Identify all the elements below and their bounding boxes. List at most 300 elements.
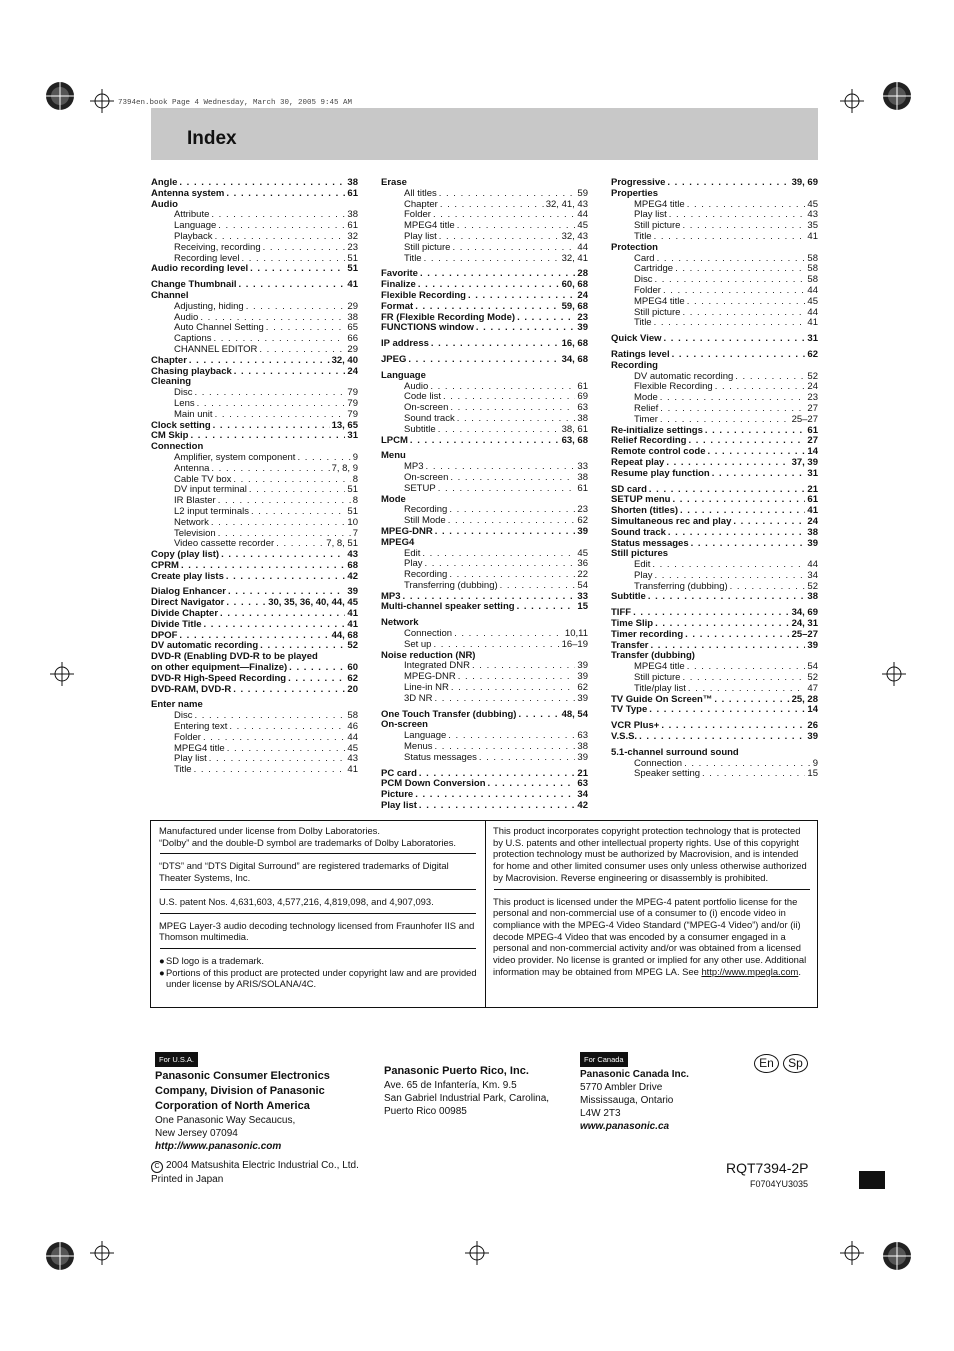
- dot-leader: [204, 620, 346, 631]
- index-page-ref: 38: [347, 177, 358, 188]
- index-entry: [381, 436, 588, 447]
- index-term: Picture: [381, 789, 414, 801]
- crosshair-mark-bottom-right: [840, 1241, 864, 1265]
- index-entry: [151, 189, 358, 200]
- registration-mark-top-right: [879, 78, 915, 114]
- index-term: Antenna system: [151, 187, 225, 199]
- canada-address-line: 5770 Ambler Drive: [580, 1082, 663, 1093]
- dot-leader: [451, 683, 576, 694]
- dot-leader: [438, 484, 576, 495]
- index-entry: [611, 469, 818, 480]
- dot-leader: [685, 630, 789, 641]
- dot-leader: [439, 232, 560, 243]
- index-term: One Touch Transfer (dubbing): [381, 708, 517, 720]
- index-page-ref: 59: [577, 187, 588, 199]
- index-page-ref: 15: [577, 601, 588, 613]
- index-term: Still Mode: [404, 515, 446, 527]
- index-page-ref: 44: [577, 241, 588, 253]
- index-page-ref: 14: [807, 704, 818, 716]
- dot-leader: [654, 318, 806, 329]
- index-term: Properties: [611, 187, 658, 199]
- index-page-ref: 43: [347, 549, 358, 561]
- index-term: Disc: [634, 274, 653, 286]
- index-term: Timer recording: [611, 628, 684, 640]
- index-page-ref: 52: [807, 580, 818, 592]
- dot-leader: [431, 339, 560, 350]
- index-term: Sound track: [611, 526, 666, 538]
- index-page-ref: 52: [807, 672, 818, 684]
- index-entry: [381, 484, 588, 495]
- index-column-3: [611, 178, 818, 780]
- dot-leader: [420, 269, 575, 280]
- index-page-ref: 24: [807, 515, 818, 527]
- dot-leader: [408, 355, 559, 366]
- index-term: Subtitle: [404, 423, 436, 435]
- copyright-block: [151, 1159, 359, 1186]
- dot-leader: [263, 243, 346, 254]
- index-page-ref: 51: [347, 263, 358, 275]
- index-page-ref: 54: [577, 579, 588, 591]
- index-term: Title: [404, 252, 422, 264]
- index-term: Card: [634, 252, 655, 264]
- index-page-ref: 27: [807, 435, 818, 447]
- index-term: MP3: [404, 461, 424, 473]
- index-page-ref: 62: [347, 672, 358, 684]
- mpegla-link[interactable]: http://www.mpegla.com: [701, 965, 799, 977]
- index-page-ref: 25–27: [791, 413, 818, 425]
- index-page-ref: 16, 68: [561, 338, 588, 350]
- index-term: DVD-R High-Speed Recording: [151, 672, 287, 684]
- index-term: On-screen: [381, 719, 428, 731]
- index-page-ref: 32, 41: [561, 252, 588, 264]
- pr-address-line: Puerto Rico 00985: [384, 1106, 467, 1117]
- index-page-ref: 39: [347, 586, 358, 598]
- index-term: IP address: [381, 338, 429, 350]
- index-entry: [381, 339, 588, 350]
- index-entry: [151, 685, 358, 696]
- dot-leader: [639, 732, 805, 743]
- index-page-ref: 41: [347, 279, 358, 291]
- index-term: Audio recording level: [151, 263, 249, 275]
- index-term: Edit: [634, 559, 651, 571]
- dot-leader: [226, 572, 346, 583]
- index-term: SD card: [611, 483, 647, 495]
- index-page-ref: 10: [347, 516, 358, 528]
- index-page-ref: 33: [577, 590, 588, 602]
- dot-leader: [708, 447, 806, 458]
- index-term: Cleaning: [151, 376, 192, 388]
- index-page-ref: 37, 39: [791, 456, 818, 468]
- index-term: JPEG: [381, 353, 407, 365]
- dot-leader: [661, 721, 805, 732]
- dot-leader: [476, 323, 576, 334]
- dot-leader: [197, 399, 346, 410]
- copyright-icon: C: [151, 1161, 163, 1173]
- usa-company-line: Corporation of North America: [155, 1100, 310, 1112]
- dot-leader: [517, 313, 575, 324]
- index-term: Still pictures: [611, 548, 669, 560]
- dot-leader: [288, 674, 345, 685]
- index-term: Shorten (titles): [611, 505, 679, 517]
- index-page-ref: 45: [347, 742, 358, 754]
- index-term: Angle: [151, 177, 178, 188]
- index-page-ref: 63, 68: [561, 434, 588, 446]
- index-page-ref: 32, 43: [561, 230, 588, 242]
- index-term: Folder: [404, 209, 431, 221]
- crosshair-mark-top: [90, 89, 114, 113]
- separator: [494, 889, 810, 890]
- index-page-ref: 58: [347, 710, 358, 722]
- index-page-ref: 43: [347, 753, 358, 765]
- index-page-ref: 51: [347, 505, 358, 517]
- dot-leader: [241, 254, 345, 265]
- usa-address-line: One Panasonic Way Secaucus,: [155, 1115, 296, 1126]
- index-term: Dialog Enhancer: [151, 586, 226, 598]
- index-page-ref: 44: [807, 284, 818, 296]
- index-term: Code list: [404, 391, 441, 403]
- index-term: Play: [634, 569, 653, 581]
- index-term: TIFF: [611, 607, 632, 619]
- index-term: Auto Channel Setting: [174, 322, 264, 334]
- index-term: Repeat play: [611, 456, 665, 468]
- index-term: Simultaneous rec and play: [611, 515, 732, 527]
- file-header: 7394en.book Page 4 Wednesday, March 30, 2005 9:45 AM: [118, 99, 353, 107]
- index-term: Still picture: [634, 672, 681, 684]
- index-page-ref: 38: [347, 209, 358, 221]
- canada-website[interactable]: www.panasonic.ca: [580, 1121, 670, 1132]
- index-entry: [381, 371, 588, 382]
- index-term: Play list: [404, 230, 437, 242]
- index-term: Title: [634, 230, 652, 242]
- index-entry: [611, 361, 818, 372]
- index-entry: [611, 769, 818, 780]
- index-page-ref: 31: [807, 467, 818, 479]
- index-term: Speaker setting: [634, 768, 701, 780]
- index-term: CHANNEL EDITOR: [174, 343, 258, 355]
- index-term: MPEG4: [381, 536, 415, 548]
- index-term: DVD-R (Enabling DVD-R to be played: [151, 651, 318, 663]
- index-term: Network: [174, 516, 209, 528]
- dot-leader: [189, 356, 330, 367]
- dot-leader: [669, 210, 806, 221]
- index-page-ref: 31: [807, 333, 818, 345]
- index-term: Television: [174, 527, 216, 539]
- index-entry: [611, 528, 818, 539]
- index-page-ref: 36: [577, 558, 588, 570]
- dot-leader: [233, 685, 345, 696]
- index-entry: [611, 243, 818, 254]
- index-page-ref: 38, 61: [561, 423, 588, 435]
- index-page-ref: 41: [347, 618, 358, 630]
- registration-mark-bottom-right: [879, 1238, 915, 1274]
- dot-leader: [517, 602, 576, 613]
- index-term: Set up: [404, 638, 432, 650]
- index-entry: [611, 318, 818, 329]
- index-page-ref: 8: [352, 495, 358, 507]
- index-term: Erase: [381, 177, 407, 188]
- index-page-ref: 7, 8, 51: [326, 538, 358, 550]
- index-term: Direct Navigator: [151, 597, 225, 609]
- index-term: Time Slip: [611, 618, 654, 630]
- bullet-list: [155, 955, 481, 995]
- canada-address-line: Mississauga, Ontario: [580, 1095, 674, 1106]
- dot-leader: [682, 221, 805, 232]
- dot-leader: [438, 425, 560, 436]
- index-page-ref: 38: [577, 471, 588, 483]
- index-page-ref: 52: [347, 640, 358, 652]
- index-term: MPEG-DNR: [381, 525, 433, 537]
- index-entry: [381, 801, 588, 812]
- dot-leader: [672, 350, 806, 361]
- index-page-ref: 38: [807, 591, 818, 603]
- pr-company: Panasonic Puerto Rico, Inc.: [384, 1065, 529, 1077]
- index-term: Play list: [634, 209, 667, 221]
- dot-leader: [194, 388, 345, 399]
- index-term: Title: [634, 317, 652, 329]
- index-term: Finalize: [381, 279, 416, 291]
- separator: [160, 889, 476, 890]
- bullet-icon: ●: [159, 954, 165, 966]
- index-entry: [611, 334, 818, 345]
- index-page-ref: 69: [577, 391, 588, 403]
- index-page-ref: 41: [807, 505, 818, 517]
- index-term: Subtitle: [611, 591, 646, 603]
- license-left-column: [155, 825, 481, 995]
- index-term: Transferring (dubbing): [404, 579, 498, 591]
- dot-leader: [226, 189, 345, 200]
- index-entry: [151, 572, 358, 583]
- index-page-ref: 39: [577, 671, 588, 683]
- dot-leader: [702, 769, 805, 780]
- dot-leader: [227, 744, 346, 755]
- index-page-ref: 60: [347, 662, 358, 674]
- index-entry: [381, 538, 588, 549]
- index-term: Edit: [404, 547, 421, 559]
- dot-leader: [667, 178, 789, 189]
- index-entry: [381, 254, 588, 265]
- index-page-ref: 23: [577, 504, 588, 516]
- index-term: Transfer: [611, 639, 649, 651]
- patent-notice: U.S. patent Nos. 4,631,603, 4,577,216, 4,819,098, and 4,907,093.: [159, 895, 434, 907]
- index-entry: [611, 592, 818, 603]
- index-page-ref: 25, 28: [791, 693, 818, 705]
- dot-leader: [672, 495, 805, 506]
- index-entry: [151, 518, 358, 529]
- index-term: Audio: [404, 380, 429, 392]
- index-page-ref: 31: [347, 430, 358, 442]
- index-page-ref: 41: [807, 317, 818, 329]
- index-entry: [381, 581, 588, 592]
- index-term: Title: [174, 764, 192, 776]
- usa-website[interactable]: http://www.panasonic.com: [155, 1141, 282, 1152]
- index-entry: [151, 243, 358, 254]
- usa-address-line: New Jersey 07094: [155, 1128, 238, 1139]
- index-term: on other equipment—Finalize): [151, 662, 288, 674]
- index-term: Multi-channel speaker setting: [381, 601, 515, 613]
- index-term: Disc: [174, 710, 193, 722]
- index-page-ref: 39: [577, 322, 588, 334]
- index-term: CM Skip: [151, 430, 189, 442]
- index-page-ref: 9: [812, 757, 818, 769]
- index-term: Audio: [151, 198, 178, 210]
- index-entry: [151, 356, 358, 367]
- dot-leader: [439, 189, 576, 200]
- crosshair-mark-right: [882, 662, 906, 686]
- index-page-ref: 39: [807, 639, 818, 651]
- separator: [160, 913, 476, 914]
- index-term: Recording: [404, 504, 448, 516]
- index-term: Create play lists: [151, 570, 224, 582]
- index-entry: [381, 323, 588, 334]
- dot-leader: [457, 414, 576, 425]
- dot-leader: [266, 323, 346, 334]
- index-term: MPEG4 title: [634, 661, 685, 673]
- title-band: [151, 108, 818, 160]
- index-entry: [611, 297, 818, 308]
- index-term: Audio: [174, 311, 199, 323]
- index-term: MPEG4 title: [404, 220, 455, 232]
- index-page-ref: 39: [577, 692, 588, 704]
- index-term: Lens: [174, 397, 195, 409]
- index-page-ref: 63: [577, 730, 588, 742]
- index-term: 5.1-channel surround sound: [611, 746, 739, 758]
- index-term: Adjusting, hiding: [174, 300, 244, 312]
- index-term: VCR Plus+: [611, 720, 660, 732]
- index-term: Antenna: [174, 462, 210, 474]
- index-term: Folder: [174, 731, 201, 743]
- index-entry: [151, 302, 358, 313]
- index-page-ref: 21: [577, 767, 588, 779]
- dot-leader: [500, 581, 576, 592]
- index-page-ref: 38: [577, 741, 588, 753]
- dot-leader: [518, 710, 559, 721]
- index-page-ref: 24: [577, 289, 588, 301]
- index-page-ref: 32, 40: [331, 354, 358, 366]
- dot-leader: [424, 254, 560, 265]
- index-term: CPRM: [151, 559, 179, 571]
- dot-leader: [449, 505, 575, 516]
- copyright-text: 2004 Matsushita Electric Industrial Co., Ltd.: [166, 1160, 359, 1171]
- index-term: Transfer (dubbing): [611, 650, 695, 662]
- index-page-ref: 45: [807, 198, 818, 210]
- index-page-ref: 52: [807, 370, 818, 382]
- index-term: Chasing playback: [151, 365, 232, 377]
- index-term: DV input terminal: [174, 484, 247, 496]
- dot-leader: [211, 210, 345, 221]
- registration-mark-top-left: [42, 78, 78, 114]
- dot-leader: [415, 790, 575, 801]
- index-term: Status messages: [404, 751, 477, 763]
- index-page-ref: 43: [807, 209, 818, 221]
- index-page-ref: 42: [577, 800, 588, 812]
- registration-mark-bottom-left: [42, 1238, 78, 1274]
- dot-leader: [660, 415, 790, 426]
- index-page-ref: 38: [577, 412, 588, 424]
- index-term: IR Blaster: [174, 495, 216, 507]
- dot-leader: [649, 485, 806, 496]
- index-page-ref: 79: [347, 387, 358, 399]
- index-term: Network: [381, 617, 419, 629]
- index-column-2: [381, 178, 588, 812]
- index-term: Quick View: [611, 333, 662, 345]
- pr-address-line: Ave. 65 de Infantería, Km. 9.5: [384, 1080, 517, 1091]
- index-page-ref: 41: [347, 608, 358, 620]
- index-entry: [381, 602, 588, 613]
- index-entry: [381, 302, 588, 313]
- index-term: Language: [381, 369, 426, 381]
- index-page-ref: 61: [577, 482, 588, 494]
- index-term: TV Type: [611, 704, 648, 716]
- dot-leader: [654, 232, 806, 243]
- printed-in: Printed in Japan: [151, 1174, 224, 1185]
- index-page-ref: 44: [577, 209, 588, 221]
- index-page-ref: 47: [807, 682, 818, 694]
- index-term: Transferring (dubbing): [634, 580, 728, 592]
- index-term: Copy (play list): [151, 549, 220, 561]
- dot-leader: [209, 754, 346, 765]
- crosshair-mark-bottom-left: [90, 1241, 114, 1265]
- index-page-ref: 61: [577, 380, 588, 392]
- dot-leader: [687, 297, 806, 308]
- index-term: Progressive: [611, 177, 666, 188]
- dot-leader: [450, 403, 575, 414]
- crosshair-mark-top-right: [840, 89, 864, 113]
- pr-address-line: San Gabriel Industrial Park, Carolina,: [384, 1093, 550, 1104]
- dot-leader: [450, 473, 575, 484]
- dot-leader: [239, 280, 346, 291]
- dot-leader: [664, 334, 806, 345]
- dot-leader: [454, 629, 563, 640]
- index-term: Language: [174, 220, 217, 232]
- dot-leader: [211, 464, 329, 475]
- index-term: Channel: [151, 289, 189, 301]
- index-page-ref: 23: [347, 241, 358, 253]
- index-page-ref: 58: [807, 263, 818, 275]
- index-term: MPEG4 title: [634, 295, 685, 307]
- dot-leader: [435, 694, 576, 705]
- index-term: Play list: [381, 800, 417, 812]
- index-term: Folder: [634, 284, 661, 296]
- index-page-ref: 58: [807, 274, 818, 286]
- index-term: PC card: [381, 767, 417, 779]
- index-page-ref: 79: [347, 408, 358, 420]
- index-term: Ratings level: [611, 348, 670, 360]
- index-page-ref: 79: [347, 397, 358, 409]
- index-entry: [151, 410, 358, 421]
- index-entry: [151, 464, 358, 475]
- index-term: Relief: [634, 402, 659, 414]
- dot-leader: [479, 753, 576, 764]
- dot-leader: [689, 436, 806, 447]
- index-term: Playback: [174, 230, 213, 242]
- index-term: Still picture: [634, 306, 681, 318]
- index-term: DV automatic recording: [151, 640, 259, 652]
- index-page-ref: 20: [347, 683, 358, 695]
- dot-leader: [648, 592, 806, 603]
- bullet-icon: ●: [159, 966, 165, 978]
- dot-leader: [730, 582, 806, 593]
- index-term: Line-in NR: [404, 682, 449, 694]
- index-term: Sound track: [404, 412, 455, 424]
- index-page-ref: 46: [347, 721, 358, 733]
- index-page-ref: 29: [347, 300, 358, 312]
- index-term: MP3: [381, 590, 401, 602]
- index-page-ref: 15: [807, 768, 818, 780]
- index-page-ref: 60, 68: [561, 279, 588, 291]
- index-term: FR (Flexible Recording Mode): [381, 311, 516, 323]
- dot-leader: [415, 302, 559, 313]
- index-page-ref: 28: [577, 268, 588, 280]
